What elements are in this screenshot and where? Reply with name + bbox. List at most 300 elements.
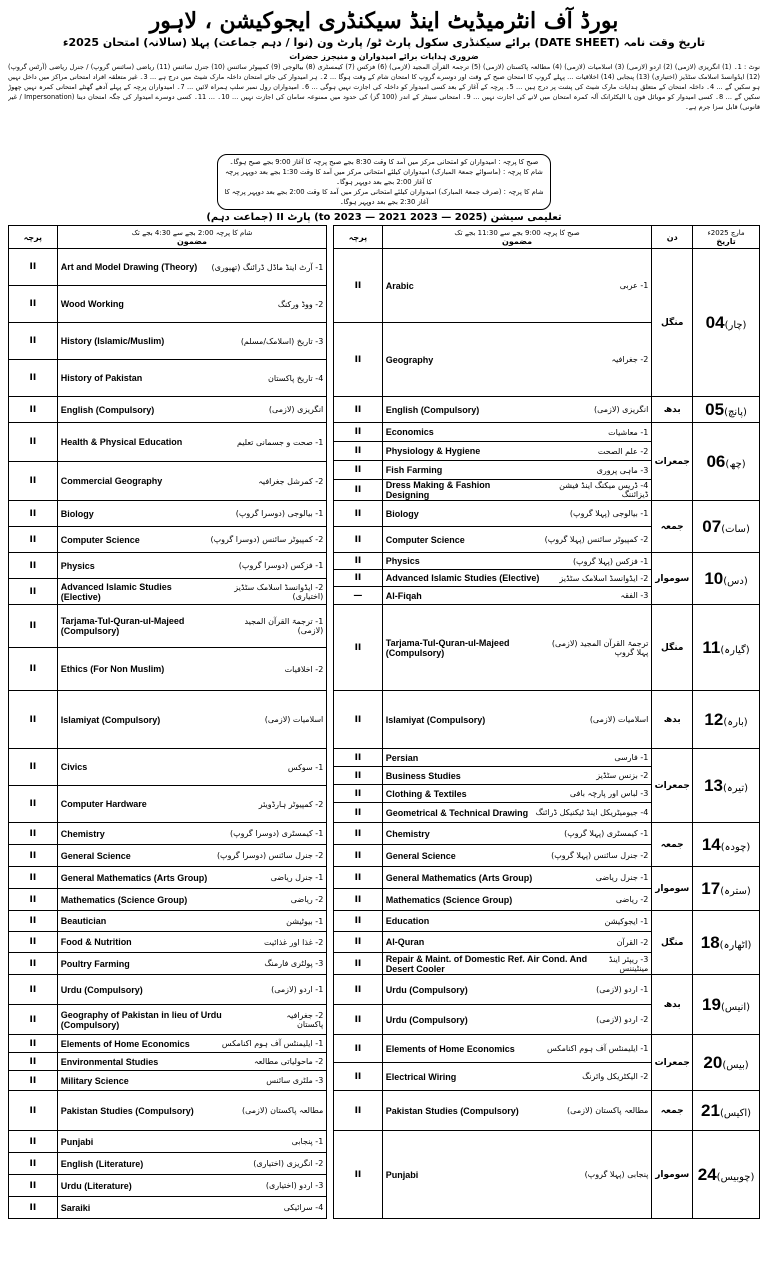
morning-time-label: صبح کا پرچہ 9:00 بجے سے 11:30 بجے تک: [454, 228, 580, 237]
evening-subject-stack: [58, 1035, 327, 1090]
exam-day: سوموار: [652, 553, 693, 605]
morning-code-stack: [334, 1035, 382, 1090]
subject-name-english: Environmental Studies: [60, 1056, 159, 1067]
subject-name-english: General Mathematics (Arts Group): [385, 872, 533, 883]
timing-line: صبح کا پرچہ : امیدواران کو امتحانی مرکز میں آمد کا وقت 8:30 بجے صبح پرچہ کا آغاز 9:00 بجے صبح ہوگا۔: [229, 158, 539, 166]
morning-code-cell: [334, 553, 383, 605]
morning-code-cell: [334, 691, 383, 749]
exam-day: جمعرات: [652, 423, 693, 501]
subject-name-urdu: 1- اردو (لازمی): [596, 985, 649, 994]
subject-name-urdu: 1- صحت و جسمانی تعلیم: [236, 437, 324, 447]
subject-name-english: Geometrical & Technical Drawing: [385, 807, 529, 818]
morning-subject-stack: [383, 823, 652, 866]
paper-code: II: [334, 423, 382, 442]
subject-name-urdu: 2- کمپیوٹر ہارڈویئر: [258, 799, 324, 809]
subject-entry: [58, 360, 327, 396]
evening-code-cell: [9, 501, 58, 553]
subject-name-english: History of Pakistan: [60, 373, 143, 383]
paper-code: II: [9, 867, 57, 889]
subject-entry: [383, 953, 652, 974]
subject-name-english: Beautician: [60, 916, 107, 926]
evening-code-stack: [9, 423, 57, 500]
paper-code: II: [354, 534, 362, 545]
morning-code-cell: [334, 1035, 383, 1091]
subject-entry: [58, 648, 327, 690]
table-row: [9, 249, 760, 397]
table-row: [9, 397, 760, 423]
evening-code-cell: [9, 553, 58, 605]
month-label: مارچ 2025ء: [707, 228, 745, 237]
morning-subject-stack: [383, 749, 652, 822]
subject-name-urdu: 1- کیمسٹری (دوسرا گروپ): [229, 829, 324, 838]
subject-name-urdu: انگریزی (لازمی): [593, 405, 649, 414]
subject-entry: [58, 605, 327, 648]
evening-code-cell: [9, 397, 58, 423]
subject-entry: [383, 691, 652, 748]
evening-code-cell: [9, 867, 58, 911]
evening-subject-stack: [58, 975, 327, 1034]
subject-name-urdu: 1- کیمسٹری (پہلا گروپ): [564, 829, 649, 838]
evening-code-stack: [9, 1131, 57, 1218]
exam-date: [693, 1131, 760, 1219]
evening-code-cell: [9, 1131, 58, 1219]
subject-name-english: Business Studies: [385, 770, 461, 781]
evening-code-stack: [9, 553, 57, 604]
paper-code: II: [334, 501, 382, 527]
evening-subject-cell: [57, 911, 327, 975]
instructions-block: [8, 52, 760, 150]
subject-entry: [383, 803, 652, 822]
morning-subject-cell: [382, 1091, 652, 1131]
paper-code: II: [354, 354, 362, 365]
morning-code-cell: [334, 423, 383, 501]
exam-day: جمعہ: [652, 501, 693, 553]
subject-entry: [58, 397, 327, 422]
paper-code: II: [334, 932, 382, 953]
subject-name-urdu: 1- جنرل ریاضی: [270, 873, 324, 882]
morning-subject-stack: [383, 397, 652, 422]
evening-subject-cell: [57, 1091, 327, 1131]
evening-code-cell: [9, 423, 58, 501]
subject-entry: [58, 845, 327, 866]
column-gap: [327, 397, 334, 423]
paper-timing-box: [217, 154, 551, 210]
subject-name-urdu: 2- علم الصحت: [597, 446, 649, 456]
column-gap: [327, 1035, 334, 1091]
paper-code: II: [354, 894, 362, 905]
subject-name-urdu: 2- ووڈ ورکنگ: [277, 299, 324, 309]
column-gap: [327, 1091, 334, 1131]
subject-entry: [58, 1091, 327, 1130]
subject-entry: [383, 911, 652, 932]
subject-entry: [383, 823, 652, 845]
table-row: [9, 553, 760, 605]
date-urdu: (اکیس): [719, 1107, 752, 1119]
column-gap: [327, 226, 334, 249]
subject-entry: [58, 889, 327, 910]
subject-name-urdu: 4- سرائیکی: [283, 1203, 324, 1212]
subject-name-english: Economics: [385, 427, 434, 437]
subject-name-english: Geography: [385, 354, 434, 365]
morning-subject-stack: [383, 975, 652, 1034]
evening-subject-stack: [58, 823, 327, 866]
subject-entry: [383, 423, 652, 442]
subject-name-urdu: 3- ماہی پروری: [596, 465, 649, 475]
evening-subject-stack: [58, 423, 327, 500]
subject-name-urdu: 1- پنجابی: [291, 1137, 324, 1146]
subject-entry: [383, 889, 652, 910]
date-urdu: (بیس): [722, 1059, 749, 1071]
subject-name-english: Computer Science: [60, 534, 140, 545]
subject-name-english: Tarjama-Tul-Quran-ul-Majeed (Compulsory): [385, 637, 510, 658]
date-header: [693, 226, 760, 249]
exam-date: [693, 749, 760, 823]
subject-name-english: Punjabi: [385, 1169, 419, 1180]
evening-code-stack: [9, 501, 57, 552]
subject-entry: [383, 767, 652, 785]
morning-subject-cell: [382, 1035, 652, 1091]
subject-name-urdu: 2- کمرشل جغرافیہ: [258, 476, 324, 486]
paper-code: II: [9, 1131, 57, 1153]
subject-entry: [383, 527, 652, 552]
exam-day: بدھ: [652, 691, 693, 749]
subject-name-urdu: 1- بیالوجی (پہلا گروپ): [569, 509, 649, 518]
subject-name-english: Fish Farming: [385, 465, 443, 475]
subject-entry: [58, 423, 327, 462]
paper-code: II: [334, 442, 382, 461]
morning-subject-stack: [383, 605, 652, 690]
subject-name-english: English (Compulsory): [60, 404, 155, 415]
subject-name-urdu: 2- غذا اور غذائیت: [264, 937, 324, 947]
subject-entry: [383, 605, 652, 690]
subject-name-urdu: 3- اردو (اختیاری): [265, 1181, 324, 1190]
timing-line: شام کا پرچہ : (ماسوائے جمعۃ المبارک) امیدواران کیلئے امتحانی مرکز میں آمد کا وقت 1:30 بجے بعد دوپہر پرچہ کا آغاز 2:00 بجے بعد دوپہر ہوگا۔: [225, 168, 543, 186]
subject-name-english: Al-Quran: [385, 937, 425, 947]
paper-code: II: [334, 749, 382, 767]
evening-code-stack: [9, 605, 57, 690]
subject-name-english: Computer Science: [385, 534, 465, 545]
subject-name-english: Punjabi: [60, 1136, 94, 1147]
paper-code: II: [334, 1035, 382, 1063]
subject-entry: [383, 442, 652, 461]
table-row: [9, 605, 760, 691]
paper-code: II: [354, 404, 362, 415]
date-number: 04: [705, 312, 725, 332]
subject-name-english: Elements of Home Economics: [60, 1038, 190, 1049]
exam-date: [693, 1091, 760, 1131]
column-gap: [327, 975, 334, 1035]
subject-name-urdu: 3- تاریخ (اسلامک/مسلم): [240, 336, 324, 346]
paper-code: II: [354, 1071, 362, 1082]
instructions-text: نوٹ : 1۔ (1) انگریزی (لازمی) (2) اردو (لازمی) (3) اسلامیات (لازمی) (4) مطالعہ پاکستان (لازمی) (5) ترجمۃ القرآن المجید (لازمی) (6) فزکس (7) کیمسٹری (8) بیالوجی (9) کمپیوٹر سائنس (10) جنرل سائنس (11) ریاضی (سائنس گروپ) / جنرل ریاضی (آرٹس گروپ) (12) ایڈوانسڈ اسلامک سٹڈیز (اختیاری) (13) پنجابی (14) اخلاقیات ... پہلے گروپ کا امتحان صبح کے وقت اور دوسرے گروپ کا امتحان شام کے وقت ہوگا ... 2۔ ہر امیدوار کی جائے امتحان داخلہ مارک شیٹ میں درج ہے ... 3۔ غیر متعلقہ افراد امتحانی مراکز میں داخل نہیں ہو سکیں گے ... 4۔ داخلہ امتحان کے متعلق ہدایات مارک شیٹ کی پشت پر درج ہیں ... 5۔ پرچہ کے آغاز کے بعد کسی امیدوار کو داخلہ کی اجازت نہیں ہوگی ... 6۔ امیدواران رول نمبر سلپ ہمراہ لائیں ... 7۔ امیدواران پرچہ کے پہلے آدھے گھنٹے امتحانی کمرہ نہیں چھوڑ سکیں گے ... 8۔ کسی امیدوار کو موبائل فون یا الیکٹرانک آلہ کمرہ امتحان میں لانے کی اجازت نہیں ... 9۔ امتحانی سینٹر کے اندر (100 گز) کی حدود میں ممنوعہ سامان کی اجازت نہیں ... 10۔ ... 11۔ کسی دوسرے امیدوار کی جگہ امتحان دینا (Impersonation / غیر قانونی) قابل سزا جرم ہے۔: [8, 63, 760, 111]
exam-date: [693, 249, 760, 397]
subject-name-english: Food & Nutrition: [60, 937, 132, 947]
subject-name-english: Advanced Islamic Studies (Elective): [60, 581, 172, 602]
subject-entry: [58, 1131, 327, 1153]
subject-entry: [383, 570, 652, 587]
evening-subject-cell: [57, 553, 327, 605]
morning-subject-stack: [383, 501, 652, 552]
subject-entry: [58, 1053, 327, 1071]
subject-name-english: Health & Physical Education: [60, 437, 183, 447]
exam-date: [693, 423, 760, 501]
evening-subject-stack: [58, 1131, 327, 1218]
exam-day: سوموار: [652, 1131, 693, 1219]
paper-code: II: [9, 1053, 57, 1071]
subject-entry: [58, 1175, 327, 1197]
subject-name-urdu: 2- کمپیوٹر سائنس (دوسرا گروپ): [210, 535, 324, 544]
subject-name-urdu: 1- ایجوکیشن: [604, 916, 649, 926]
board-title: بورڈ آف انٹرمیڈیٹ اینڈ سیکنڈری ایجوکیشن ، لاہور: [149, 8, 619, 34]
evening-code-cell: [9, 749, 58, 823]
subject-name-english: Ethics (For Non Muslim): [60, 664, 165, 674]
subject-name-english: Physics: [60, 560, 95, 571]
subject-entry: [58, 323, 327, 360]
paper-code: II: [9, 823, 57, 845]
subject-name-english: Geography of Pakistan in lieu of Urdu (Compulsory): [60, 1009, 222, 1030]
morning-code-header: پرچہ: [334, 226, 383, 249]
paper-code: II: [29, 1075, 37, 1086]
evening-subject-cell: [57, 397, 327, 423]
paper-code: —: [353, 590, 363, 601]
evening-code-cell: [9, 823, 58, 867]
subject-name-english: English (Compulsory): [385, 404, 480, 415]
date-urdu: (پانچ): [724, 406, 747, 418]
evening-subject-cell: [57, 1035, 327, 1091]
evening-code-stack: [9, 691, 57, 748]
subject-name-english: Clothing & Textiles: [385, 788, 467, 799]
morning-code-cell: [334, 1091, 383, 1131]
paper-code: II: [29, 850, 37, 861]
subject-entry: [383, 480, 652, 500]
evening-code-stack: [9, 1091, 57, 1130]
subject-name-english: Wood Working: [60, 299, 124, 309]
subject-name-english: Islamiyat (Compulsory): [385, 714, 486, 725]
instructions-heading: ضروری ہدایات برائے امیدواران و منیجرز حضرات: [289, 52, 479, 61]
table-row: [9, 691, 760, 749]
subject-entry: [58, 1197, 327, 1218]
paper-code: II: [354, 1014, 362, 1025]
morning-subject-cell: [382, 867, 652, 911]
evening-subject-stack: [58, 249, 327, 396]
subject-name-urdu: 1- سوکس: [287, 762, 324, 772]
subject-name-urdu: اسلامیات (لازمی): [589, 715, 649, 724]
paper-code: II: [354, 642, 362, 653]
morning-subject-stack: [383, 1035, 652, 1090]
subject-entry: [383, 867, 652, 889]
evening-code-cell: [9, 249, 58, 397]
paper-code: II: [9, 911, 57, 932]
date-urdu: (گیارہ): [720, 644, 750, 656]
column-gap: [327, 867, 334, 911]
subject-name-english: Urdu (Compulsory): [60, 984, 143, 995]
date-urdu: (چھ): [725, 458, 746, 470]
subject-name-english: Education: [385, 916, 430, 926]
paper-code: II: [354, 850, 362, 861]
table-header-row: [9, 226, 760, 249]
evening-subject-cell: [57, 691, 327, 749]
subject-name-urdu: 1- ایلیمنٹس آف ہوم اکنامکس: [221, 1039, 324, 1048]
subject-name-urdu: 1- عربی: [619, 281, 649, 290]
paper-code: II: [9, 249, 57, 286]
evening-subject-stack: [58, 501, 327, 552]
subject-name-urdu: 2- اخلاقیات: [284, 664, 324, 674]
evening-code-stack: [9, 975, 57, 1034]
exam-day: سوموار: [652, 867, 693, 911]
date-number: 14: [701, 834, 721, 854]
paper-code: II: [29, 894, 37, 905]
morning-subject-stack: [383, 867, 652, 910]
exam-date: [693, 823, 760, 867]
table-row: [9, 975, 760, 1035]
morning-code-cell: [334, 975, 383, 1035]
subject-entry: [58, 691, 327, 748]
subject-name-english: Poultry Farming: [60, 958, 130, 969]
subject-name-urdu: 1- ترجمۃ القرآن المجید (لازمی): [244, 617, 324, 635]
subject-name-english: Dress Making & Fashion Designing: [385, 480, 491, 500]
exam-day: منگل: [652, 911, 693, 975]
evening-subject-stack: [58, 605, 327, 690]
evening-code-stack: [9, 867, 57, 910]
evening-subject-header: [57, 226, 327, 249]
paper-code: II: [334, 553, 382, 570]
subject-entry: [383, 587, 652, 604]
subject-name-english: General Science: [60, 850, 131, 861]
subject-entry: [383, 1005, 652, 1034]
paper-code: II: [9, 286, 57, 323]
evening-subject-stack: [58, 553, 327, 604]
paper-code: II: [9, 975, 57, 1005]
evening-subject-stack: [58, 1091, 327, 1130]
evening-code-cell: [9, 1035, 58, 1091]
evening-code-stack: [9, 249, 57, 396]
subject-name-english: Biology: [60, 508, 94, 519]
evening-subject-stack: [58, 691, 327, 748]
morning-subject-stack: [383, 911, 652, 974]
paper-code: II: [29, 1202, 37, 1213]
morning-subject-stack: [383, 249, 652, 396]
exam-day: جمعرات: [652, 1035, 693, 1091]
subject-name-english: English (Literature): [60, 1158, 144, 1169]
subject-name-urdu: 2- بزنس سٹڈیز: [596, 771, 649, 780]
paper-code: II: [354, 485, 362, 495]
date-urdu: (چودہ): [720, 841, 751, 853]
date-sheet-page: [8, 6, 760, 1219]
morning-subject-stack: [383, 1131, 652, 1218]
date-urdu: (چار): [724, 319, 747, 331]
paper-code: II: [354, 807, 362, 818]
date-urdu: (سترہ): [720, 885, 751, 897]
morning-subject-cell: [382, 1131, 652, 1219]
evening-code-stack: [9, 911, 57, 974]
paper-code: II: [9, 1035, 57, 1053]
date-number: 12: [704, 709, 724, 729]
exam-date: [693, 397, 760, 423]
table-row: [9, 423, 760, 501]
subject-name-urdu: انگریزی (لازمی): [268, 405, 324, 414]
exam-date: [693, 553, 760, 605]
morning-code-stack: [334, 501, 382, 552]
morning-code-stack: [334, 249, 382, 396]
exam-day: منگل: [652, 249, 693, 397]
paper-code: II: [9, 423, 57, 462]
evening-subject-stack: [58, 911, 327, 974]
paper-code: II: [29, 586, 37, 597]
subject-name-urdu: 2- انگریزی (اختیاری): [253, 1159, 324, 1168]
subject-name-urdu: 2- جنرل سائنس (دوسرا گروپ): [216, 851, 324, 860]
column-gap: [327, 691, 334, 749]
paper-code: II: [9, 932, 57, 953]
paper-code: II: [29, 714, 37, 725]
day-header: دن: [652, 226, 693, 249]
table-row: [9, 749, 760, 823]
paper-code: II: [334, 867, 382, 889]
subject-entry: [58, 786, 327, 822]
morning-subject-cell: [382, 975, 652, 1035]
date-number: 21: [701, 1100, 720, 1120]
evening-subject-stack: [58, 749, 327, 822]
paper-code: II: [29, 664, 37, 674]
morning-code-stack: [334, 823, 382, 866]
subject-name-urdu: 4- تاریخ پاکستان: [267, 373, 324, 383]
subject-name-urdu: 2- ریاضی: [615, 895, 649, 904]
date-number: 17: [701, 878, 721, 898]
date-number: 13: [704, 775, 724, 795]
date-number: 20: [703, 1052, 723, 1072]
table-row: [9, 1091, 760, 1131]
evening-code-stack: [9, 823, 57, 866]
evening-subject-cell: [57, 423, 327, 501]
paper-code: II: [334, 911, 382, 932]
paper-code: II: [29, 534, 37, 545]
evening-code-cell: [9, 975, 58, 1035]
subject-entry: [58, 911, 327, 932]
evening-time-label: شام کا پرچہ 2:00 بجے سے 4:30 بجے تک: [131, 228, 253, 237]
exam-day: جمعہ: [652, 1091, 693, 1131]
date-number: 05: [705, 399, 725, 419]
paper-code: II: [334, 461, 382, 480]
subject-entry: [383, 785, 652, 803]
subject-name-urdu: 2- کمپیوٹر سائنس (پہلا گروپ): [544, 535, 649, 544]
subject-name-english: Pakistan Studies (Compulsory): [385, 1105, 519, 1116]
subject-entry: [383, 749, 652, 767]
morning-subject-label: مضمون: [502, 236, 533, 246]
subject-name-urdu: 2- ماحولیاتی مطالعہ: [253, 1057, 324, 1066]
morning-code-cell: [334, 867, 383, 911]
subject-entry: [58, 867, 327, 889]
subject-name-english: Mathematics (Science Group): [60, 894, 188, 905]
subject-entry: [383, 501, 652, 527]
morning-subject-stack: [383, 691, 652, 748]
paper-code: II: [354, 1105, 362, 1116]
exam-day: جمعہ: [652, 823, 693, 867]
subject-name-english: Civics: [60, 762, 88, 772]
subject-name-english: Military Science: [60, 1075, 129, 1086]
subject-name-english: Persian: [385, 752, 419, 763]
evening-code-stack: [9, 397, 57, 422]
exam-date: [693, 911, 760, 975]
subject-entry: [58, 579, 327, 604]
subject-entry: [383, 323, 652, 396]
schedule-body: [9, 249, 760, 1219]
paper-code: II: [29, 404, 37, 415]
morning-subject-cell: [382, 249, 652, 397]
morning-code-stack: [334, 749, 382, 822]
subject-entry: [58, 1035, 327, 1053]
evening-subject-cell: [57, 749, 327, 823]
subject-name-english: Physiology & Hygiene: [385, 446, 481, 456]
subject-name-english: Islamiyat (Compulsory): [60, 714, 161, 725]
